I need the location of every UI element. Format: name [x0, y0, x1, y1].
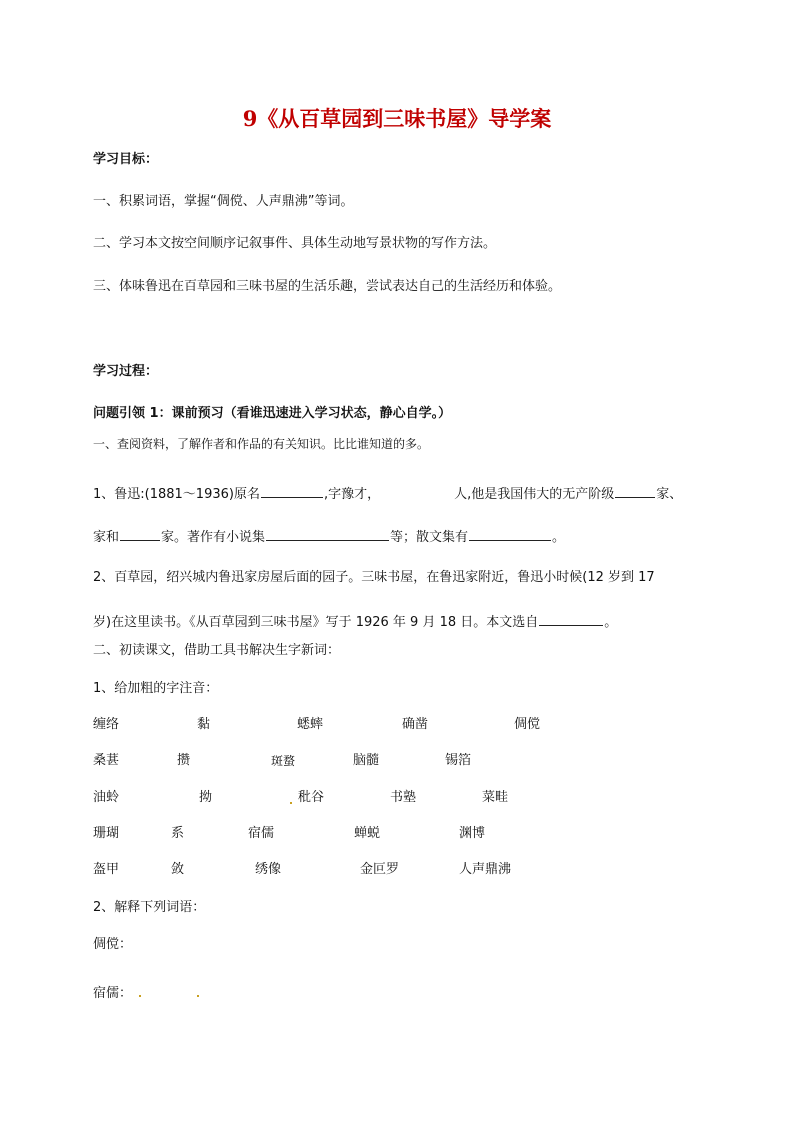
stray-mark: [139, 995, 141, 997]
word: 蝉蜕: [354, 826, 381, 841]
objective-2: 二、学习本文按空间顺序记叙事件、具体生动地写景状物的写作方法。: [93, 236, 497, 251]
subsection-definitions: 2、解释下列词语：: [93, 900, 206, 915]
section-2-heading: 二、初读课文，借助工具书解决生字新词：: [93, 643, 341, 658]
blank-original-name[interactable]: [261, 485, 323, 498]
word: 金叵罗: [360, 862, 400, 877]
q1-text-8: 。: [552, 530, 566, 545]
blank-identity-2[interactable]: [120, 528, 160, 541]
word: 脑髓: [353, 753, 380, 768]
blank-essay-collections[interactable]: [469, 528, 551, 541]
word: 黏: [197, 717, 211, 732]
subsection-pinyin: 1、给加粗的字注音：: [93, 681, 219, 696]
word: 油蛉: [93, 790, 120, 805]
blank-identity-1[interactable]: [615, 485, 655, 498]
question-2-line-2: [93, 613, 617, 631]
word: 盔甲: [93, 862, 120, 877]
objectives-heading: 学习目标：: [93, 152, 159, 167]
word: 系: [171, 826, 185, 841]
word: 秕谷: [298, 790, 325, 805]
word: 宿儒: [248, 826, 275, 841]
q1-text-7: 等；散文集有: [390, 530, 469, 545]
q2-text-2: 。: [604, 615, 618, 630]
definition-label: 宿儒：: [93, 986, 133, 1001]
question-2-line-1: 2、百草园，绍兴城内鲁迅家房屋后面的园子。三味书屋，在鲁迅家附近，鲁迅小时候(12 岁到 17: [93, 570, 655, 585]
objective-3: 三、体味鲁迅在百草园和三味书屋的生活乐趣，尝试表达自己的生活经历和体验。: [93, 279, 562, 294]
blank-hometown[interactable]: [381, 486, 453, 498]
q1-text-1: 1、鲁迅:(1881～1936)原名: [93, 487, 260, 502]
q2-text-1: 岁)在这里读书。《从百草园到三味书屋》写于 1926 年 9 月 18 日。本文选自: [93, 615, 539, 630]
stray-mark: [197, 995, 199, 997]
word: 绣像: [255, 862, 282, 877]
word: 桑葚: [93, 753, 120, 768]
word: 倜傥: [514, 717, 541, 732]
word: 锡箔: [445, 753, 472, 768]
word: 菜畦: [482, 790, 509, 805]
q1-text-3: 人,他是我国伟大的无产阶级: [454, 487, 615, 502]
section-1-heading: 一、查阅资料，了解作者和作品的有关知识。比比谁知道的多。: [93, 437, 430, 451]
question-1-line-2: [93, 528, 565, 546]
word: 拗: [199, 790, 213, 805]
blank-novel-collections[interactable]: [266, 528, 389, 541]
definition-label: 倜傥：: [93, 937, 133, 952]
document-title: 9《从百草园到三味书屋》导学案: [242, 106, 552, 131]
word: 蟋蟀: [297, 717, 324, 732]
word: 书塾: [390, 790, 417, 805]
word: 斑蝥: [271, 754, 296, 768]
guide-heading: 问题引领 1：课前预习（看谁迅速进入学习状态，静心自学。）: [93, 406, 452, 421]
word: 敛: [171, 862, 185, 877]
word: 攒: [177, 753, 191, 768]
blank-source[interactable]: [539, 613, 603, 626]
stray-mark: [290, 802, 292, 804]
objective-1: 一、积累词语，掌握“倜傥、人声鼎沸”等词。: [93, 194, 354, 209]
q1-text-6: 家。著作有小说集: [161, 530, 266, 545]
word: 缠络: [93, 717, 120, 732]
q1-text-5: 家和: [93, 530, 120, 545]
word: 珊瑚: [93, 826, 120, 841]
word: 人声鼎沸: [459, 862, 512, 877]
question-1-line-1: [93, 485, 682, 503]
word: 渊博: [459, 826, 486, 841]
q1-text-2: ,字豫才，: [323, 487, 381, 502]
process-heading: 学习过程：: [93, 364, 159, 379]
q1-text-4: 家、: [656, 487, 683, 502]
word: 确凿: [402, 717, 429, 732]
